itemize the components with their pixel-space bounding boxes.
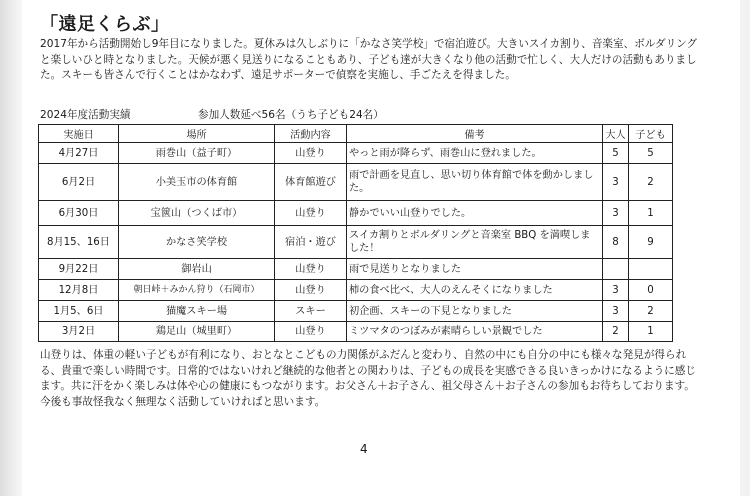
activity-table [38,124,673,342]
cell-adults: 2 [603,322,629,342]
summary-participants: 参加人数延べ56名（うち子ども24名） [198,109,384,121]
cell-date: 4月27日 [39,143,119,164]
cell-activity: 山登り [275,280,347,301]
cell-place: 猫魔スキー場 [119,301,275,322]
cell-place: かなさ笑学校 [119,226,275,259]
table-row [39,143,673,164]
header-place: 場所 [119,125,275,143]
summary-year-label: 2024年度活動実績 [40,109,131,121]
header-note: 備考 [347,125,603,143]
closing-paragraph: 山登りは、体重の軽い子どもが有利になり、おとなとこどもの力関係がふだんと変わり、自然の中にも自分の中にも様々な発見が得られる、貴重で楽しい時間です。日常的ではないけれど継続的な他者との関わりは、子どもの成長を実感できる良いきっかけになるように感じます。共に汗をかく楽しみは体や心の健康にもつながります。お父さん＋お子さん、祖父母さん＋お子さんの参加もお待ちしております。今後も事故怪我なく無理なく活動していければと思います。 [40,349,696,409]
cell-children: 1 [629,201,673,226]
table-row [39,259,673,280]
cell-adults: 3 [603,280,629,301]
cell-note: スイカ割りとボルダリングと音楽室 BBQ を満喫しました！ [347,226,603,259]
page-edge-shadow [0,0,22,496]
cell-date: 6月2日 [39,164,119,201]
page-number: 4 [360,442,368,456]
cell-place: 小美玉市の体育館 [119,164,275,201]
cell-place: 宝篋山（つくば市） [119,201,275,226]
cell-activity: 体育館遊び [275,164,347,201]
cell-place: 雨巻山（益子町） [119,143,275,164]
cell-adults: 3 [603,164,629,201]
cell-place: 御岩山 [119,259,275,280]
table-row [39,280,673,301]
cell-date: 9月22日 [39,259,119,280]
table-row [39,164,673,201]
cell-activity: 山登り [275,143,347,164]
cell-children: 2 [629,164,673,201]
cell-adults: 3 [603,301,629,322]
header-date: 実施日 [39,125,119,143]
cell-note: 柿の食べ比べ、大人のえんそくになりました [347,280,603,301]
cell-place: 鶏足山（城里町） [119,322,275,342]
header-adults: 大人 [603,125,629,143]
cell-note: 雨で見送りとなりました [347,259,603,280]
cell-date: 3月2日 [39,322,119,342]
cell-date: 6月30日 [39,201,119,226]
cell-children: 9 [629,226,673,259]
cell-children: 2 [629,301,673,322]
cell-note: 静かでいい山登りでした。 [347,201,603,226]
cell-children: 5 [629,143,673,164]
cell-children: 1 [629,322,673,342]
table-header-row [39,125,673,143]
cell-activity: 山登り [275,322,347,342]
cell-activity: スキー [275,301,347,322]
table-row [39,226,673,259]
cell-place: 朝日峠＋みかん狩り（石岡市） [119,280,275,301]
cell-note: 雨で計画を見直し、思い切り体育館で体を動かしました。 [347,164,603,201]
intro-paragraph: 2017年から活動開始し9年目になりました。夏休みは久しぶりに「かなさ笑学校」で宿泊遊び。大きいスイカ割り、音楽室、ボルダリングと楽しいひと時となりました。天候が悪く見送りになることもあり、子ども達が大きくなり他の活動で忙しく、大人だけの活動もありました。スキーも皆さんで行くことはかなわず、遠足サポーターで偵察を実施し、手ごたえを得ました。 [40,38,698,82]
cell-adults: 8 [603,226,629,259]
header-children: 子ども [629,125,673,143]
table-row [39,301,673,322]
table-row [39,322,673,342]
cell-date: 8月15、16日 [39,226,119,259]
section-title: 「遠足くらぶ」 [40,14,170,35]
cell-activity: 宿泊・遊び [275,226,347,259]
cell-children: 0 [629,280,673,301]
table-row [39,201,673,226]
cell-date: 1月5、6日 [39,301,119,322]
cell-adults: 5 [603,143,629,164]
activity-summary [40,108,700,122]
cell-note: 初企画、スキーの下見となりました [347,301,603,322]
cell-note: やっと雨が降らず、雨巻山に登れました。 [347,143,603,164]
cell-date: 12月8日 [39,280,119,301]
cell-activity: 山登り [275,201,347,226]
cell-adults [603,259,629,280]
cell-activity: 山登り [275,259,347,280]
cell-children [629,259,673,280]
header-activity: 活動内容 [275,125,347,143]
cell-note: ミツマタのつぼみが素晴らしい景観でした [347,322,603,342]
cell-adults: 3 [603,201,629,226]
